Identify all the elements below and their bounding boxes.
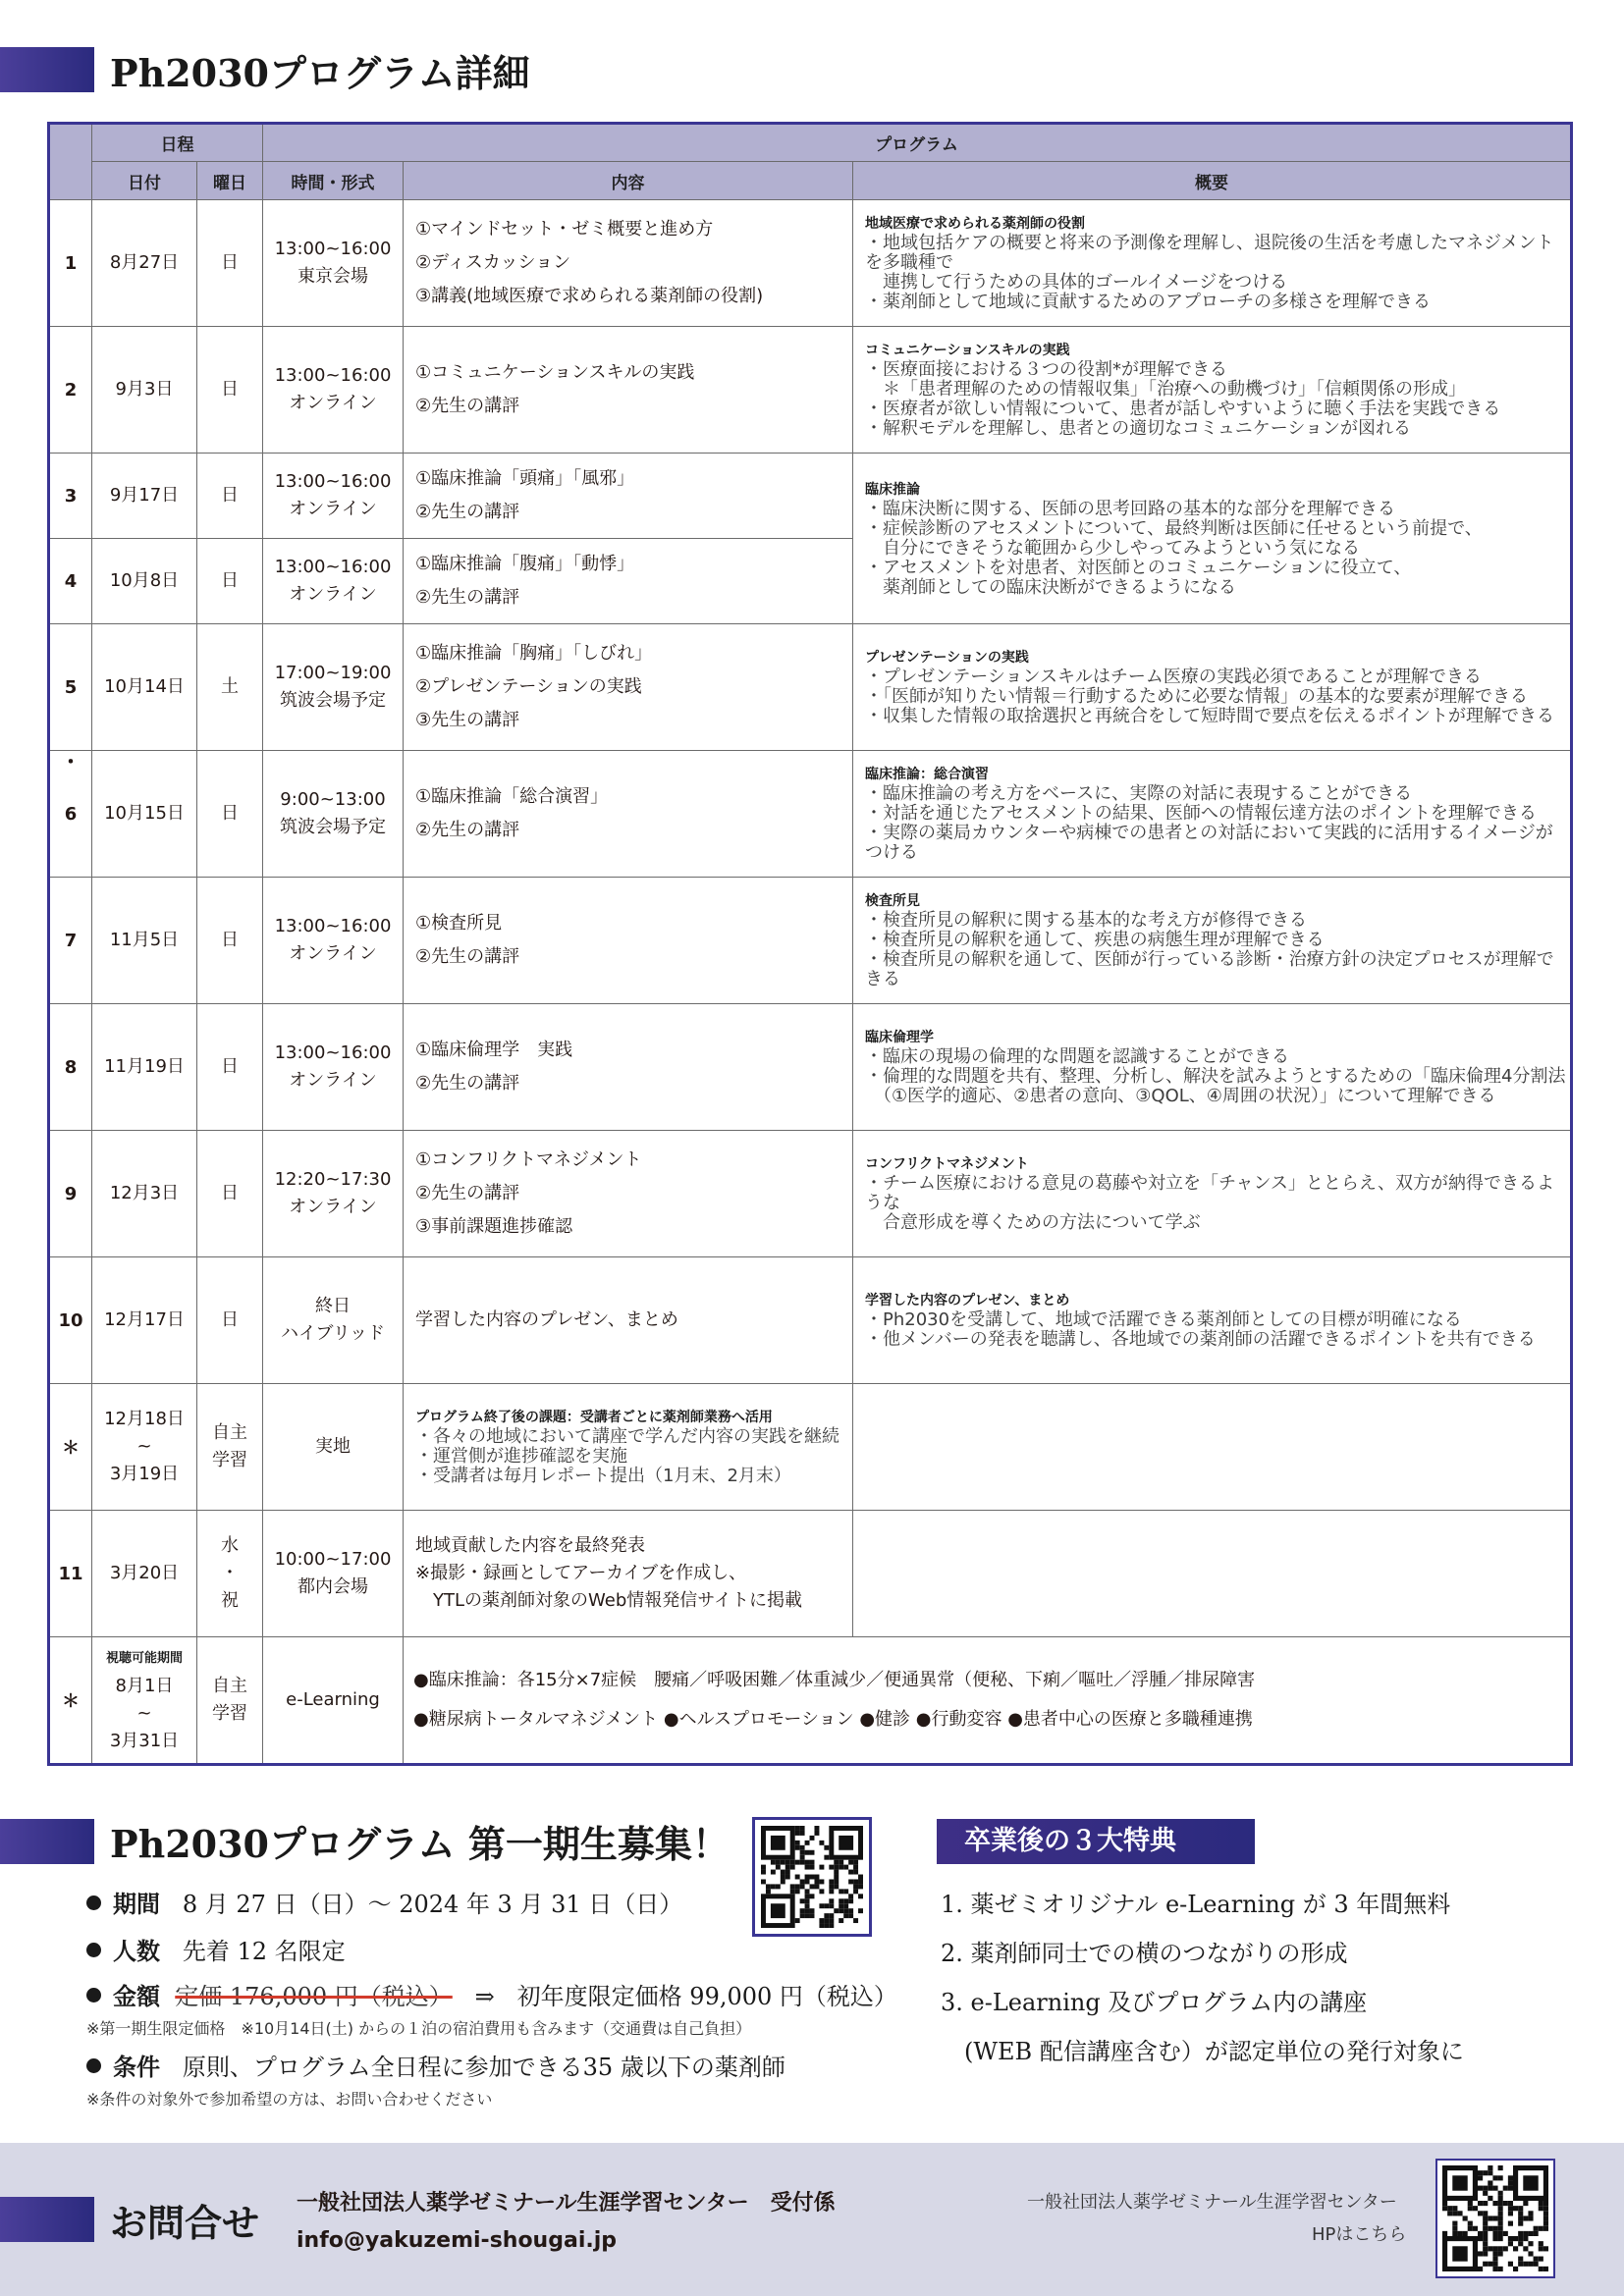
session-number: ＊	[49, 1384, 92, 1511]
session-day: 日	[197, 327, 263, 454]
text-line: ②ディスカッション	[415, 252, 571, 273]
overview-title: 学習した内容のプレゼン、まとめ	[865, 1293, 1070, 1308]
title-accent-bar	[0, 47, 94, 92]
overview-title: コンフリクトマネジメント	[865, 1156, 1029, 1172]
hp-qr-code[interactable]	[1435, 2159, 1555, 2278]
header-day: 曜日	[197, 162, 263, 200]
session-date: 8月27日	[92, 200, 197, 327]
text-line: ハイブリッド	[280, 1323, 386, 1344]
session-time: e-Learning	[263, 1637, 404, 1765]
session-date: 10月8日	[92, 539, 197, 624]
text-line: ＊「患者理解のための情報収集」「治療への動機づけ」「信頼関係の形成」	[865, 379, 1466, 400]
session-day: 日	[197, 1004, 263, 1131]
text-line: ・症候診断のアセスメントについて、最終判断は医師に任せるという前提で、	[865, 517, 1483, 539]
overview-title: プレゼンテーションの実践	[865, 650, 1029, 666]
text-line: ②プレゼンテーションの実践	[415, 676, 642, 697]
contact-accent-bar	[0, 2197, 94, 2242]
text-line: ・「医師が知りたい情報＝行動するために必要な情報」の基本的な要素が理解できる	[865, 686, 1528, 707]
empty-overview	[853, 1384, 1572, 1511]
text-line: ①臨床倫理学 実践	[415, 1040, 573, 1060]
text-line: 13:00~16:00	[274, 557, 392, 577]
text-line: オンライン	[289, 1197, 377, 1217]
text-line: 12:20~17:30	[274, 1169, 392, 1190]
text-line: ・Ph2030を受講して、地域で活躍できる薬剤師としての目標が明確になる	[865, 1309, 1462, 1330]
session-day: 日	[197, 539, 263, 624]
session-number: 8	[49, 1004, 92, 1131]
session-day: 日	[197, 1131, 263, 1257]
recruit-qr-code[interactable]	[752, 1817, 872, 1937]
text-line: 筑波会場予定	[280, 817, 386, 837]
benefit-item: (WEB 配信講座含む）が認定単位の発行対象に	[941, 2038, 1464, 2065]
text-line: ②先生の講評	[415, 1073, 520, 1094]
text-line: ・収集した情報の取捨選択と再統合をして短時間で要点を伝えるポイントが理解できる	[865, 706, 1554, 726]
session-date: 3月20日	[92, 1511, 197, 1637]
session-date: 9月17日	[92, 454, 197, 539]
session-day: 日	[197, 1257, 263, 1384]
overview-title: 検査所見	[865, 893, 920, 909]
session-content	[404, 1384, 853, 1511]
text-line: 合意形成を導くための方法について学ぶ	[865, 1212, 1201, 1233]
session-time	[263, 751, 404, 878]
recruit-condition: 条件 原則、プログラム全日程に参加できる35 歳以下の薬剤師	[86, 2048, 785, 2082]
session-date: 12月3日	[92, 1131, 197, 1257]
recruit-people: 人数 先着 12 名限定	[86, 1932, 346, 1966]
text-line: ・アセスメントを対患者、対医師とのコミュニケーションに役立て、	[865, 557, 1412, 578]
session-number: 11	[49, 1511, 92, 1637]
session-time	[263, 1131, 404, 1257]
recruit-period: 期間 8 月 27 日（日）～ 2024 年 3 月 31 日（日）	[86, 1885, 682, 1919]
text-line: 学習した内容のプレゼン、まとめ	[415, 1309, 678, 1330]
header-schedule: 日程	[92, 124, 263, 162]
session-overview	[853, 1131, 1572, 1257]
text-line: ②先生の講評	[415, 587, 520, 608]
benefit-item: 3. e-Learning 及びプログラム内の講座	[941, 1989, 1368, 2016]
text-line: 地域貢献した内容を最終発表	[415, 1535, 645, 1556]
session-time: 実地	[263, 1384, 404, 1511]
text-line: 自主	[212, 1676, 247, 1696]
text-line: 13:00~16:00	[274, 916, 392, 936]
session-number: 4	[49, 539, 92, 624]
text-line: ①臨床推論「頭痛」「風邪」	[415, 468, 635, 489]
text-line: ・	[221, 1563, 239, 1583]
text-line: 自分にできそうな範囲から少しやってみようという気になる	[865, 537, 1360, 559]
table-row	[49, 1131, 1572, 1257]
text-line: 13:00~16:00	[274, 471, 392, 492]
overview-title: 臨床倫理学	[865, 1030, 934, 1045]
session-number: 5	[49, 624, 92, 751]
table-row	[49, 624, 1572, 751]
empty-overview	[853, 1511, 1572, 1637]
session-content	[404, 878, 853, 1004]
text-line: オンライン	[289, 943, 377, 964]
session-time	[263, 539, 404, 624]
text-line: ①臨床推論「腹痛」「動悸」	[415, 554, 635, 574]
text-line: ③事前課題進捗確認	[415, 1216, 573, 1237]
table-row	[49, 878, 1572, 1004]
text-line: 9:00~13:00	[280, 789, 386, 810]
header-content: 内容	[404, 162, 853, 200]
text-line: オンライン	[289, 584, 377, 605]
text-line: ・プレゼンテーションスキルはチーム医療の実践必須であることが理解できる	[865, 667, 1482, 687]
text-line: ②先生の講評	[415, 396, 520, 416]
session-date: 12月17日	[92, 1257, 197, 1384]
session-content	[404, 751, 853, 878]
page-title: Ph2030プログラム詳細	[110, 51, 530, 95]
header-no	[49, 124, 92, 200]
text-line: 3月31日	[109, 1731, 180, 1751]
session-content	[404, 1257, 853, 1384]
session-number: 2	[49, 327, 92, 454]
benefit-item: 2. 薬剤師同士での横のつながりの形成	[941, 1940, 1348, 1967]
text-line: ・地域包括ケアの概要と将来の予測像を理解し、退院後の生活を考慮したマネジメントを多職種で	[865, 233, 1554, 273]
session-day: 日	[197, 454, 263, 539]
table-row	[49, 454, 1572, 539]
text-line: ①コミュニケーションスキルの実践	[415, 362, 695, 383]
table-header-row-1	[49, 124, 1572, 162]
text-line: ・他メンバーの発表を聴講し、各地域での薬剤師の活躍できるポイントを共有できる	[865, 1329, 1536, 1350]
text-line: ②先生の講評	[415, 502, 520, 522]
session-day: 日	[197, 751, 263, 878]
text-line: YTLの薬剤師対象のWeb情報発信サイトに掲載	[415, 1590, 802, 1611]
text-line: ②先生の講評	[415, 946, 520, 967]
text-line: ・倫理的な問題を共有、整理、分析し、解決を試みようとするための「臨床倫理4分割法	[865, 1066, 1566, 1087]
text-line: ①コンフリクトマネジメント	[415, 1149, 642, 1170]
text-line: ①臨床推論「胸痛」「しびれ」	[415, 643, 653, 664]
session-number: 9	[49, 1131, 92, 1257]
table-row	[49, 327, 1572, 454]
session-overview	[853, 624, 1572, 751]
text-line: 13:00~16:00	[274, 239, 392, 259]
session-day: 日	[197, 200, 263, 327]
contact-email[interactable]: info@yakuzemi-shougai.jp	[297, 2228, 618, 2253]
session-day	[197, 1637, 263, 1765]
schedule-table	[47, 122, 1573, 1766]
session-time	[263, 327, 404, 454]
text-line: ・各々の地域において講座で学んだ内容の実践を継続	[415, 1426, 839, 1447]
text-line: ・臨床推論の考え方をベースに、実際の対話に表現することができる	[865, 783, 1413, 804]
text-line: （①医学的適応、②患者の意向、③QOL、④周囲の状況）」について理解できる	[865, 1086, 1496, 1106]
session-content	[404, 1131, 853, 1257]
text-line: ②先生の講評	[415, 1183, 520, 1203]
text-line: ③講義(地域医療で求められる薬剤師の役割)	[415, 286, 764, 306]
overview-title: 臨床推論	[865, 481, 920, 498]
session-overview	[853, 327, 1572, 454]
text-line: ・臨床決断に関する、医師の思考回路の基本的な部分を理解できる	[865, 498, 1395, 519]
text-line: 10:00~17:00	[274, 1549, 392, 1570]
session-number: 1	[49, 200, 92, 327]
table-header-row-2	[49, 162, 1572, 200]
session-day: 土	[197, 624, 263, 751]
text-line: 3月19日	[109, 1464, 180, 1484]
table-row	[49, 1637, 1572, 1765]
text-line: ~	[136, 1703, 152, 1724]
session-number: 3	[49, 454, 92, 539]
session-number: 10	[49, 1257, 92, 1384]
qr-code-icon	[761, 1826, 863, 1928]
recruit-title: Ph2030プログラム 第一期生募集！	[110, 1822, 730, 1866]
session-content	[404, 539, 853, 624]
text-line: ~	[136, 1436, 152, 1457]
session-time	[263, 1257, 404, 1384]
text-line: 都内会場	[298, 1576, 368, 1597]
header-date: 日付	[92, 162, 197, 200]
recruit-accent-bar	[0, 1819, 94, 1864]
text-line: オンライン	[289, 499, 377, 519]
text-line: 12月18日	[104, 1409, 185, 1429]
discount-price: 初年度限定価格 99,000 円（税込）	[516, 1983, 897, 2010]
text-line: ・医療面接における３つの役割*が理解できる	[865, 359, 1227, 380]
session-time	[263, 624, 404, 751]
text-line: 13:00~16:00	[274, 365, 392, 386]
row-connector-dot: ・	[61, 750, 81, 774]
text-line: オンライン	[289, 393, 377, 413]
text-line: 東京会場	[298, 266, 368, 287]
session-date	[92, 1637, 197, 1765]
overview-title: 地域医療で求められる薬剤師の役割	[865, 216, 1085, 232]
text-line: ②先生の講評	[415, 820, 520, 840]
session-time	[263, 1004, 404, 1131]
text-line: ・臨床の現場の倫理的な問題を認識することができる	[865, 1046, 1289, 1067]
qr-code-icon	[1442, 2165, 1548, 2271]
text-line: 終日	[315, 1296, 351, 1316]
text-line: ①検査所見	[415, 913, 503, 934]
session-date: 11月19日	[92, 1004, 197, 1131]
session-number: ＊	[49, 1637, 92, 1765]
hp-organization: 一般社団法人薬学ゼミナール生涯学習センター	[1027, 2192, 1397, 2213]
text-line: ・解釈モデルを理解し、患者との適切なコミュニケーションが図れる	[865, 418, 1412, 439]
overview-title: コミュニケーションスキルの実践	[865, 343, 1070, 358]
text-line: オンライン	[289, 1070, 377, 1091]
original-price: 定価 176,000 円（税込）	[175, 1983, 453, 2010]
text-line: 祝	[221, 1590, 239, 1611]
session-number: 6	[49, 751, 92, 878]
text-line: ・薬剤師として地域に貢献するためのアプローチの多様さを理解できる	[865, 292, 1431, 312]
text-line: ・検査所見の解釈を通して、医師が行っている診断・治療方針の決定プロセスが理解できる	[865, 949, 1554, 989]
text-line: 8月1日	[115, 1676, 174, 1696]
header-overview: 概要	[853, 162, 1572, 200]
overview-title: 臨床推論：総合演習	[865, 767, 989, 782]
session-date: 11月5日	[92, 878, 197, 1004]
session-date: 10月14日	[92, 624, 197, 751]
session-time	[263, 1511, 404, 1637]
text-line: 薬剤師としての臨床決断ができるようになる	[865, 576, 1236, 598]
session-overview	[853, 1257, 1572, 1384]
text-line: ・検査所見の解釈に関する基本的な考え方が修得できる	[865, 910, 1307, 931]
bullet-icon	[86, 1988, 101, 2002]
benefits-title: 卒業後の３大特典	[937, 1819, 1255, 1864]
session-time	[263, 454, 404, 539]
bullet-icon	[86, 1896, 101, 1910]
session-overview	[853, 454, 1572, 624]
elearning-content	[404, 1637, 1572, 1765]
table-row	[49, 1004, 1572, 1131]
session-date: 10月15日	[92, 751, 197, 878]
text-line: ・運営側が進捗確認を実施	[415, 1446, 627, 1467]
text-line: 筑波会場予定	[280, 690, 386, 711]
text-line: 水	[221, 1535, 239, 1556]
benefit-item: 1. 薬ゼミオリジナル e-Learning が 3 年間無料	[941, 1891, 1451, 1918]
session-content	[404, 327, 853, 454]
session-overview	[853, 1004, 1572, 1131]
text-line: ・医療者が欲しい情報について、患者が話しやすいように聴く手法を実践できる	[865, 399, 1501, 419]
text-line: 学習	[212, 1450, 247, 1470]
session-content	[404, 1511, 853, 1637]
text-line: 17:00~19:00	[274, 663, 392, 683]
elearning-line: ●糖尿病トータルマネジメント ●ヘルスプロモーション ●健診 ●行動変容 ●患者中心の医療と多職種連携	[413, 1709, 1253, 1730]
session-day	[197, 1511, 263, 1637]
contact-organization: 一般社団法人薬学ゼミナール生涯学習センター 受付係	[297, 2191, 836, 2216]
session-overview	[853, 751, 1572, 878]
text-line: ①臨床推論「総合演習」	[415, 786, 609, 807]
text-line: ・チーム医療における意見の葛藤や対立を「チャンス」ととらえ、双方が納得できるような	[865, 1173, 1554, 1213]
price-note: ※第一期生限定価格 ※10月14日(土) からの１泊の宿泊費用も含みます（交通費は自己負担）	[86, 2019, 752, 2038]
text-line: ③先生の講評	[415, 710, 520, 730]
recruit-price: 金額 定価 176,000 円（税込） ⇒ 初年度限定価格 99,000 円（税込）	[86, 1977, 897, 2011]
elearning-line: ●臨床推論：各15分×7症候 腰痛／呼吸困難／体重減少／便通異常（便秘、下痢／嘔吐／浮腫／排尿障害	[413, 1670, 1256, 1690]
session-overview	[853, 878, 1572, 1004]
text-line: ・受講者は毎月レポート提出（1月末、2月末）	[415, 1466, 791, 1486]
overview-title: プログラム終了後の課題：受講者ごとに薬剤師業務へ活用	[415, 1410, 773, 1425]
contact-title: お問合せ	[110, 2201, 260, 2245]
table-row	[49, 200, 1572, 327]
header-time: 時間・形式	[263, 162, 404, 200]
text-line: 自主	[212, 1422, 247, 1443]
bullet-icon	[86, 1943, 101, 1957]
session-day	[197, 1384, 263, 1511]
text-line: ・検査所見の解釈を通して、疾患の病態生理が理解できる	[865, 930, 1325, 950]
text-line: ※撮影・録画としてアーカイブを作成し、	[415, 1563, 747, 1583]
header-program: プログラム	[263, 124, 1572, 162]
text-line: 13:00~16:00	[274, 1042, 392, 1063]
table-row	[49, 1384, 1572, 1511]
session-date: 9月3日	[92, 327, 197, 454]
session-overview	[853, 200, 1572, 327]
bullet-icon	[86, 2058, 101, 2073]
text-line: 学習	[212, 1703, 247, 1724]
session-content	[404, 200, 853, 327]
session-date	[92, 1384, 197, 1511]
text-line: ・対話を通じたアセスメントの結果、医師への情報伝達方法のポイントを理解できる	[865, 803, 1537, 824]
text-line: ・実際の薬局カウンターや病棟での患者との対話において実践的に活用するイメージがつける	[865, 823, 1553, 863]
hp-link-label[interactable]: HPはこちら	[1312, 2224, 1407, 2245]
session-content	[404, 454, 853, 539]
table-row	[49, 1257, 1572, 1384]
session-content	[404, 1004, 853, 1131]
text-line: ①マインドセット・ゼミ概要と進め方	[415, 219, 714, 240]
viewing-period-label: 視聴可能期間	[105, 1651, 183, 1666]
condition-note: ※条件の対象外で参加希望の方は、お問い合わせください	[86, 2090, 493, 2109]
table-row	[49, 1511, 1572, 1637]
session-time	[263, 200, 404, 327]
table-row	[49, 751, 1572, 878]
session-content	[404, 624, 853, 751]
session-day: 日	[197, 878, 263, 1004]
text-line: 連携して行うための具体的ゴールイメージをつける	[865, 272, 1288, 293]
session-number: 7	[49, 878, 92, 1004]
session-time	[263, 878, 404, 1004]
